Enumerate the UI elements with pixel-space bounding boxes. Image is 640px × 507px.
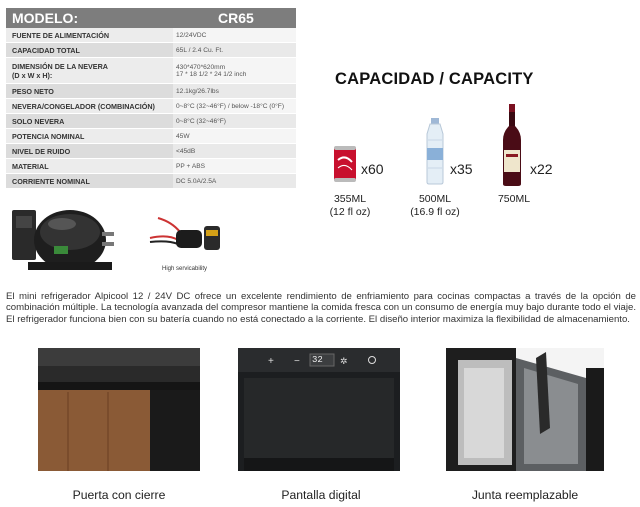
spec-value: 0~8°C (32~46°F) / below -18°C (0°F) [176, 102, 285, 110]
compressor-image [8, 202, 118, 278]
spec-value: PP + ABS [176, 162, 206, 170]
spec-value: 0~8°C (32~46°F) [176, 117, 226, 125]
can-size: 355ML [333, 193, 367, 205]
spec-row [6, 144, 296, 159]
spec-key: NEVERA/CONGELADOR (COMBINACIÓN) [6, 99, 173, 113]
spec-row [6, 28, 296, 43]
spec-value: 430*470*620mm [176, 63, 226, 71]
spec-row [6, 114, 296, 129]
svg-text:+: + [268, 356, 274, 367]
spec-row [6, 174, 296, 189]
caption-replaceable-gasket: Junta reemplazable [471, 488, 579, 502]
spec-header [6, 8, 296, 28]
bottle-oz: (16.9 fl oz) [410, 206, 460, 218]
spec-key: CAPACIDAD TOTAL [6, 43, 173, 57]
spec-key: CORRIENTE NOMINAL [6, 174, 173, 188]
spec-key: NIVEL DE RUIDO [6, 144, 173, 158]
wine-multiplier: x22 [530, 161, 553, 177]
spec-value-sub: 17 * 18 1/2 * 24 1/2 inch [176, 70, 247, 78]
spec-key-sub: (D x W x H): [12, 70, 53, 80]
model-value: CR65 [218, 10, 254, 26]
spec-key: FUENTE DE ALIMENTACIÓN [6, 28, 173, 42]
digital-display-photo [238, 348, 400, 471]
capacity-title: CAPACIDAD / CAPACITY [335, 70, 534, 88]
wine-capacity [484, 193, 544, 206]
spec-row [6, 129, 296, 144]
water-bottle-icon [422, 116, 448, 186]
product-description: El mini refrigerador Alpicool 12 / 24V DC ofrece un excelente rendimiento de enfriamiento para cocinas compactas a través de la opción de combinación múltiple. La tecnología avanzada del compresor mantiene la comida fresca con un consumo de energía muy bajo durante todo el viaje. El refrigerador funciona bien con su batería cuando no está conectado a la corriente. El diseño interior maximiza la flexibilidad de almacenamiento. [6, 291, 636, 325]
spec-value: 12/24VDC [176, 31, 207, 39]
high-servicability-label: High servicability [162, 266, 208, 272]
spec-row [6, 58, 296, 84]
spec-key: SOLO NEVERA [6, 114, 173, 128]
connector-image [148, 210, 228, 260]
spec-key: PESO NETO [6, 84, 173, 98]
wine-bottle-icon [500, 102, 524, 188]
wine-size: 750ML [497, 193, 531, 205]
can-multiplier: x60 [361, 161, 384, 177]
svg-text:✲: ✲ [340, 356, 348, 366]
caption-locking-door: Puerta con cierre [72, 488, 166, 502]
spec-key: POTENCIA NOMINAL [6, 129, 173, 143]
bottle-size: 500ML [418, 193, 452, 205]
spec-row [6, 159, 296, 174]
caption-digital-display: Pantalla digital [281, 488, 361, 502]
spec-row [6, 99, 296, 114]
svg-text:−: − [294, 356, 300, 367]
spec-row [6, 84, 296, 99]
spec-value: 45W [176, 132, 190, 140]
replaceable-gasket-photo [446, 348, 604, 471]
spec-key: MATERIAL [6, 159, 173, 173]
spec-value: DC 5.0A/2.5A [176, 177, 217, 185]
bottle-capacity [402, 193, 468, 219]
spec-value: <45dB [176, 147, 196, 155]
spec-value: 65L / 2.4 Cu. Ft. [176, 46, 224, 54]
spec-value: 12.1kg/26.7lbs [176, 87, 219, 95]
locking-door-photo [38, 348, 200, 471]
can-icon [332, 144, 358, 184]
spec-key: DIMENSIÓN DE LA NEVERA [12, 61, 108, 71]
bottle-multiplier: x35 [450, 161, 473, 177]
display-temp: 32 [312, 355, 323, 365]
spec-row [6, 43, 296, 58]
spec-table [6, 8, 296, 189]
can-oz: (12 fl oz) [329, 206, 371, 218]
can-capacity [320, 193, 380, 219]
model-label: MODELO: [12, 10, 79, 26]
